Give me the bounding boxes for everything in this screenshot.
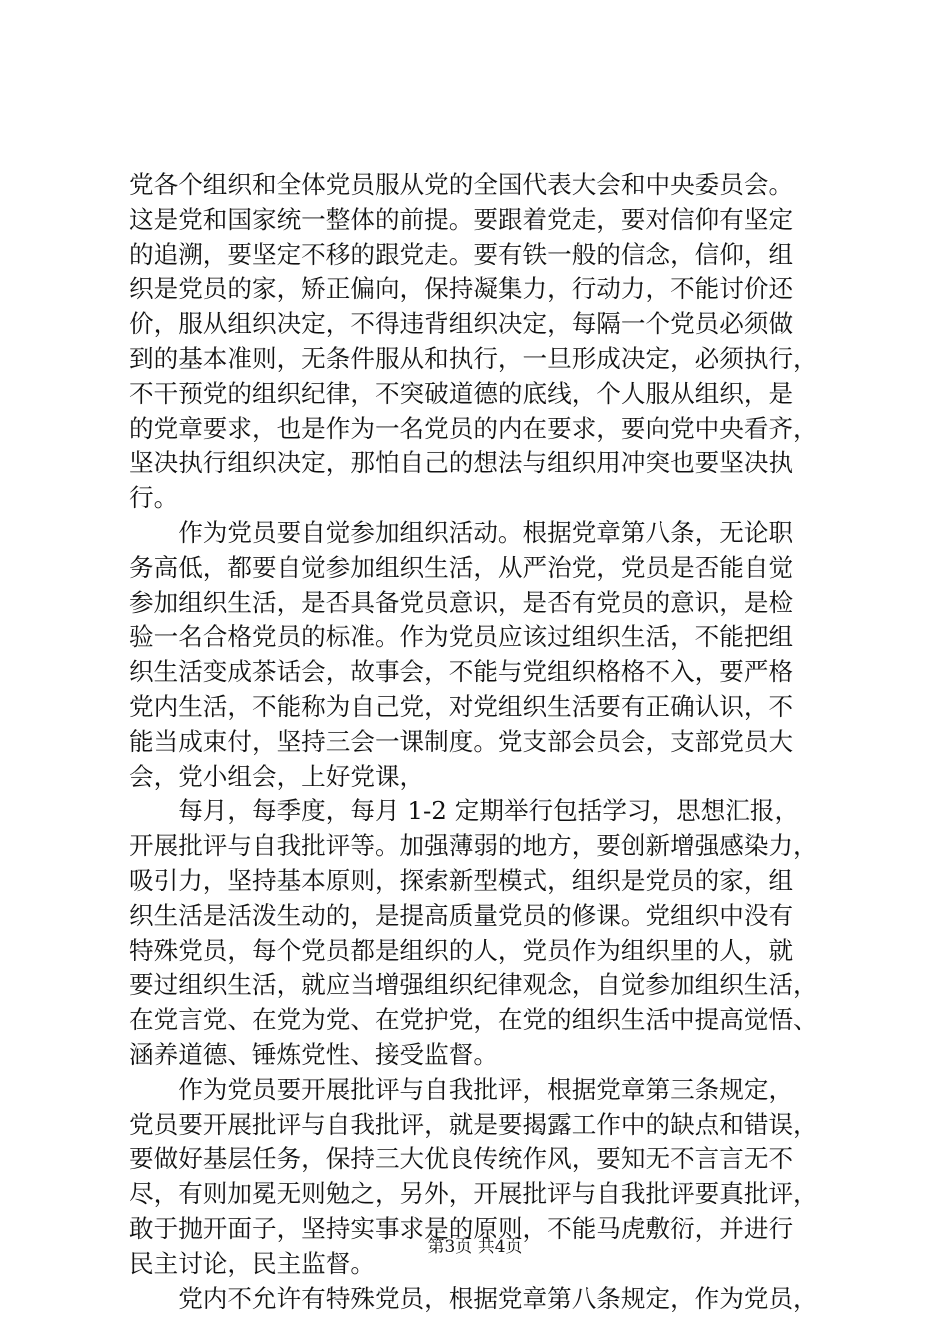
text-line: 验一名合格党员的标准。作为党员应该过组织生活，不能把组 (129, 622, 794, 652)
text-line: 每月，每季度，每月 1-2 定期举行包括学习，思想汇报， (129, 796, 800, 826)
text-line: 务高低，都要自觉参加组织生活，从严治党，党员是否能自觉 (129, 552, 794, 582)
text-line: 吸引力，坚持基本原则，探索新型模式，组织是党员的家，组 (129, 865, 794, 895)
text-line: 党内不允许有特殊党员，根据党章第八条规定，作为党员， (129, 1283, 818, 1313)
text-line: 作为党员要自觉参加组织活动。根据党章第八条，无论职 (129, 517, 794, 547)
text-line: 作为党员要开展批评与自我批评，根据党章第三条规定， (129, 1074, 794, 1104)
text-line: 特殊党员，每个党员都是组织的人，党员作为组织里的人，就 (129, 935, 794, 965)
text-line: 尽，有则加冕无则勉之，另外，开展批评与自我批评要真批评， (129, 1179, 818, 1209)
text-line: 织是党员的家，矫正偏向，保持凝集力，行动力，不能讨价还 (129, 274, 794, 304)
text-line: 参加组织生活，是否具备党员意识，是否有党员的意识，是检 (129, 587, 794, 617)
text-line: 党各个组织和全体党员服从党的全国代表大会和中央委员会。 (129, 170, 794, 199)
text-line: 行。 (129, 483, 179, 513)
body-text (129, 168, 829, 1316)
text-line: 开展批评与自我批评等。加强薄弱的地方，要创新增强感染力， (129, 831, 818, 861)
text-line: 在党言党、在党为党、在党护党，在党的组织生活中提高觉悟、 (129, 1005, 818, 1035)
text-line: 到的基本准则，无条件服从和执行，一旦形成决定，必须执行， (129, 343, 818, 373)
text-line: 坚决执行组织决定，那怕自己的想法与组织用冲突也要坚决执 (129, 448, 794, 478)
text-line: 织生活变成茶话会，故事会，不能与党组织格格不入，要严格 (129, 657, 794, 687)
text-line: 这是党和国家统一整体的前提。要跟着党走，要对信仰有坚定 (129, 204, 794, 234)
text-line: 会，党小组会，上好党课， (129, 761, 425, 791)
text-line: 党内生活，不能称为自己党，对党组织生活要有正确认识，不 (129, 691, 794, 721)
page-number-footer: 第3页 共4页 (427, 1237, 523, 1257)
text-line: 织生活是活泼生动的，是提高质量党员的修课。党组织中没有 (129, 900, 794, 930)
text-line: 不干预党的组织纪律，不突破道德的底线，个人服从组织，是 (129, 378, 794, 408)
text-line: 的党章要求，也是作为一名党员的内在要求，要向党中央看齐， (129, 413, 818, 443)
text-line: 敢于抛开面子，坚持实事求是的原则，不能马虎敷衍，并进行 (129, 1213, 794, 1243)
text-line: 涵养道德、锤炼党性、接受监督。 (129, 1039, 498, 1069)
text-line: 要做好基层任务，保持三大优良传统作风，要知无不言言无不 (129, 1144, 794, 1174)
text-line: 能当成束付，坚持三会一课制度。党支部会员会，支部党员大 (129, 726, 794, 756)
text-line: 要过组织生活，就应当增强组织纪律观念，自觉参加组织生活， (129, 970, 818, 1000)
text-line: 价，服从组织决定，不得违背组织决定，每隔一个党员必须做 (129, 309, 794, 339)
text-line: 民主讨论，民主监督。 (129, 1248, 375, 1278)
text-line: 的追溯，要坚定不移的跟党走。要有铁一般的信念，信仰，组 (129, 239, 794, 269)
text-line: 党员要开展批评与自我批评，就是要揭露工作中的缺点和错误， (129, 1109, 818, 1139)
